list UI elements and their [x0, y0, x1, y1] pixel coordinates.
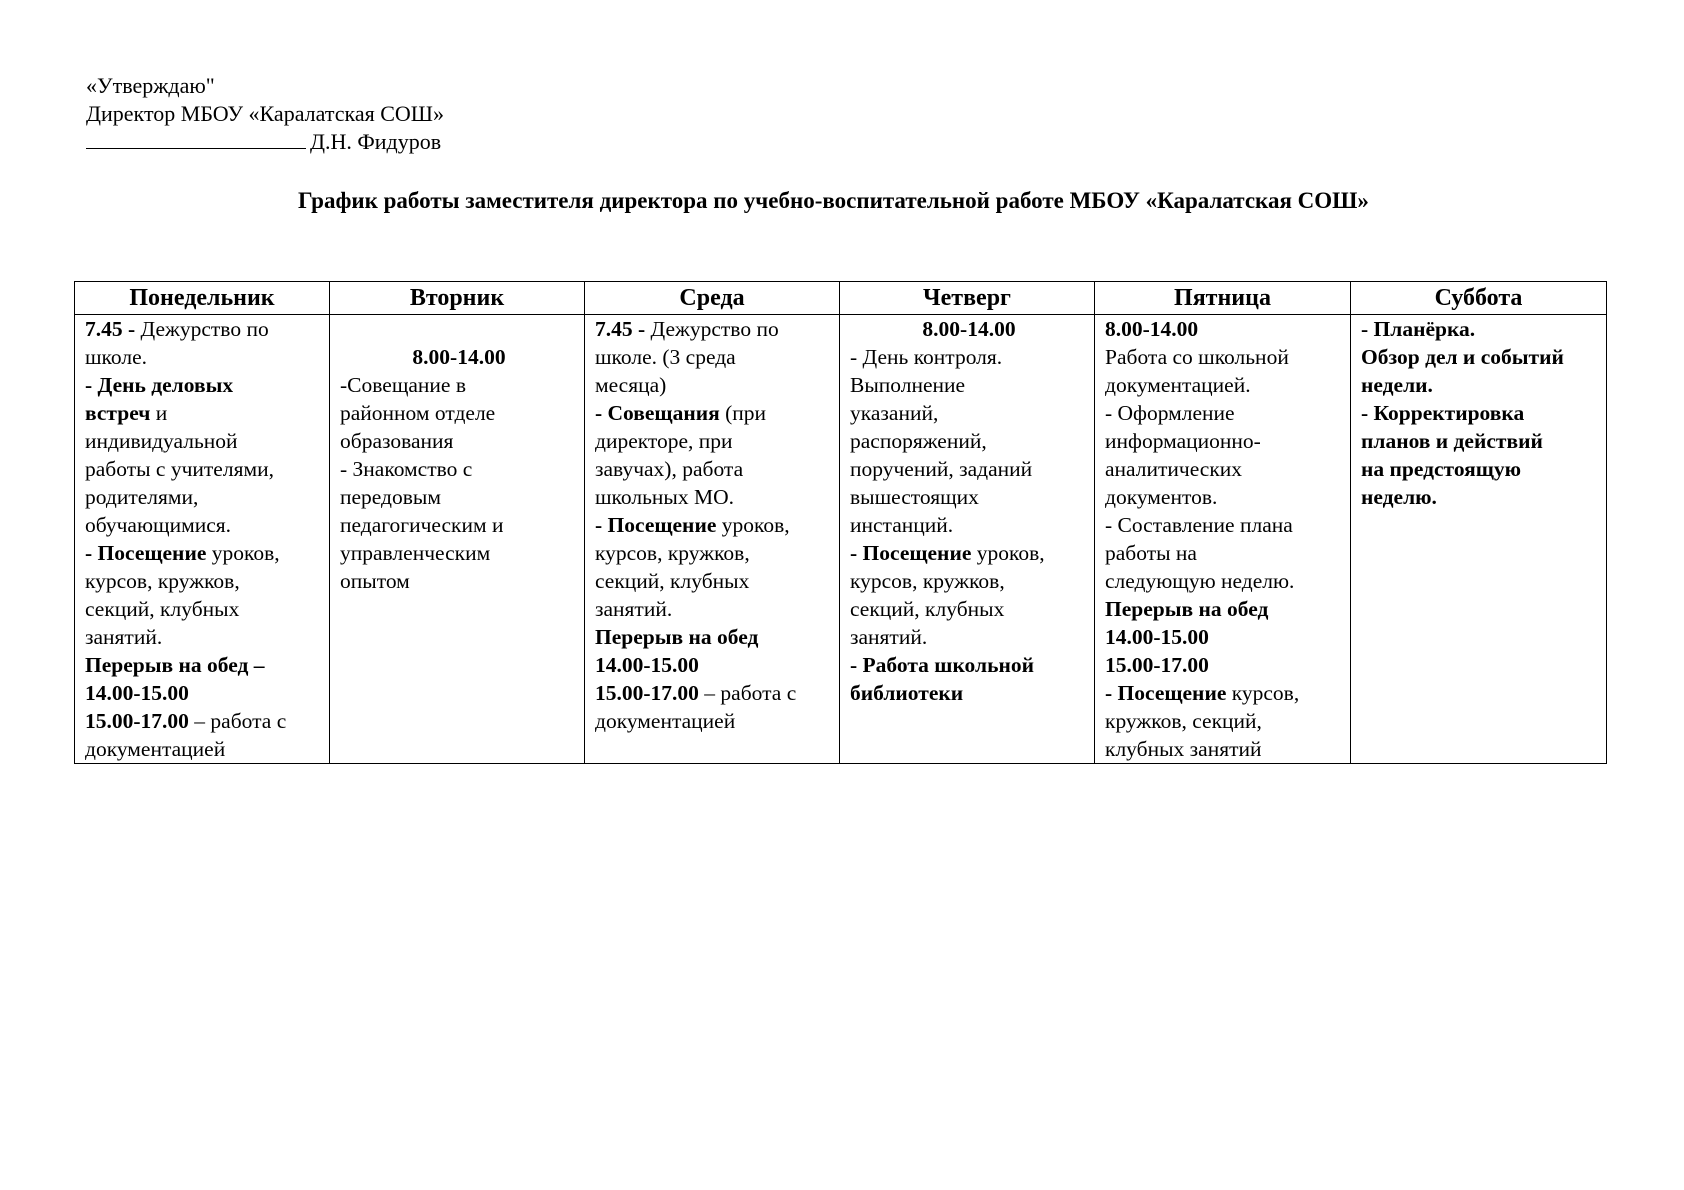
text-line: районном отделе: [340, 401, 496, 425]
text-line: обучающимися.: [85, 513, 232, 537]
approval-heading: «Утверждаю": [86, 73, 215, 98]
text-line: занятий.: [850, 625, 928, 649]
text-line: 14.00-15.00: [1105, 625, 1209, 649]
text-line: библиотеки: [850, 681, 964, 705]
text-line: неделю.: [1361, 485, 1437, 509]
text-line: планов и действий: [1361, 429, 1543, 453]
cell-friday: [1095, 315, 1351, 764]
text-line: - Посещение уроков,: [85, 541, 280, 565]
schedule-table: [74, 281, 1607, 764]
table-header-row: [75, 282, 1607, 315]
text-line: - День контроля.: [850, 345, 1003, 369]
text-line: 7.45 - Дежурство по: [85, 317, 269, 341]
approval-block: [86, 72, 444, 156]
text-line: родителями,: [85, 485, 199, 509]
signature-line: [86, 130, 306, 149]
text-line: инстанций.: [850, 513, 954, 537]
text-line: кружков, секций,: [1105, 709, 1262, 733]
text-line: - Работа школьной: [850, 653, 1034, 677]
text-line: Перерыв на обед: [1105, 597, 1269, 621]
cell-thursday: [840, 315, 1095, 764]
text-line: - Знакомство с: [340, 457, 473, 481]
text-line: 14.00-15.00: [595, 653, 699, 677]
text-line: 15.00-17.00: [1105, 653, 1209, 677]
header-thursday: Четверг: [840, 282, 1095, 315]
text-line: - Посещение уроков,: [850, 541, 1045, 565]
text-line: курсов, кружков,: [85, 569, 240, 593]
text-line: завучах), работа: [595, 457, 744, 481]
text-line: 15.00-17.00 – работа с: [595, 681, 797, 705]
text-line: работы с учителями,: [85, 457, 274, 481]
cell-saturday: [1351, 315, 1607, 764]
text-line: Работа со школьной: [1105, 345, 1289, 369]
text-line: - День деловых: [85, 373, 234, 397]
time-range: 8.00-14.00: [1105, 317, 1199, 341]
text-line: - Корректировка: [1361, 401, 1525, 425]
text-line: педагогическим и: [340, 513, 504, 537]
text-line: - Посещение уроков,: [595, 513, 790, 537]
text-line: указаний,: [850, 401, 939, 425]
text-line: документацией.: [1105, 373, 1251, 397]
time-range: 8.00-14.00: [412, 345, 506, 369]
text-line: 7.45 - Дежурство по: [595, 317, 779, 341]
text-line: 14.00-15.00: [85, 681, 189, 705]
text-line: информационно-: [1105, 429, 1261, 453]
text-line: школе.: [85, 345, 148, 369]
text-line: - Оформление: [1105, 401, 1235, 425]
header-wednesday: Среда: [585, 282, 840, 315]
text-line: - Планёрка.: [1361, 317, 1476, 341]
table-row: [75, 315, 1607, 764]
header-saturday: Суббота: [1351, 282, 1607, 315]
text-line: образования: [340, 429, 454, 453]
text-line: вышестоящих: [850, 485, 979, 509]
text-line: на предстоящую: [1361, 457, 1522, 481]
cell-tuesday: [330, 315, 585, 764]
text-line: курсов, кружков,: [850, 569, 1005, 593]
text-line: передовым: [340, 485, 441, 509]
text-line: следующую неделю.: [1105, 569, 1295, 593]
text-line: школьных МО.: [595, 485, 735, 509]
text-line: Выполнение: [850, 373, 966, 397]
header-friday: Пятница: [1095, 282, 1351, 315]
text-line: недели.: [1361, 373, 1433, 397]
text-line: -Совещание в: [340, 373, 466, 397]
text-line: 15.00-17.00 – работа с: [85, 709, 287, 733]
text-line: индивидуальной: [85, 429, 238, 453]
text-line: директоре, при: [595, 429, 733, 453]
text-line: работы на: [1105, 541, 1197, 565]
text-line: месяца): [595, 373, 667, 397]
text-line: документацией: [595, 709, 736, 733]
text-line: занятий.: [595, 597, 673, 621]
text-line: - Посещение курсов,: [1105, 681, 1300, 705]
approval-signature-row: [86, 128, 444, 156]
approval-signer: Д.Н. Фидуров: [310, 129, 442, 154]
header-tuesday: Вторник: [330, 282, 585, 315]
text-line: документацией: [85, 737, 226, 761]
text-line: клубных занятий: [1105, 737, 1262, 761]
text-line: распоряжений,: [850, 429, 987, 453]
text-line: Обзор дел и событий: [1361, 345, 1564, 369]
text-line: документов.: [1105, 485, 1218, 509]
text-line: школе. (3 среда: [595, 345, 736, 369]
text-line: поручений, заданий: [850, 457, 1033, 481]
text-line: опытом: [340, 569, 410, 593]
text-line: секций, клубных: [85, 597, 240, 621]
document-title: График работы заместителя директора по учебно-воспитательной работе МБОУ «Каралатская СОШ»: [298, 188, 1369, 213]
approval-position: Директор МБОУ «Каралатская СОШ»: [86, 101, 444, 126]
text-line: секций, клубных: [595, 569, 750, 593]
text-line: Перерыв на обед –: [85, 653, 265, 677]
cell-monday: [75, 315, 330, 764]
text-line: - Составление плана: [1105, 513, 1293, 537]
text-line: занятий.: [85, 625, 163, 649]
text-line: аналитических: [1105, 457, 1243, 481]
text-line: встреч и: [85, 401, 168, 425]
text-line: управленческим: [340, 541, 491, 565]
cell-wednesday: [585, 315, 840, 764]
text-line: секций, клубных: [850, 597, 1005, 621]
time-range: 8.00-14.00: [922, 317, 1016, 341]
text-line: курсов, кружков,: [595, 541, 750, 565]
text-line: - Совещания (при: [595, 401, 767, 425]
text-line: Перерыв на обед: [595, 625, 759, 649]
header-monday: Понедельник: [75, 282, 330, 315]
